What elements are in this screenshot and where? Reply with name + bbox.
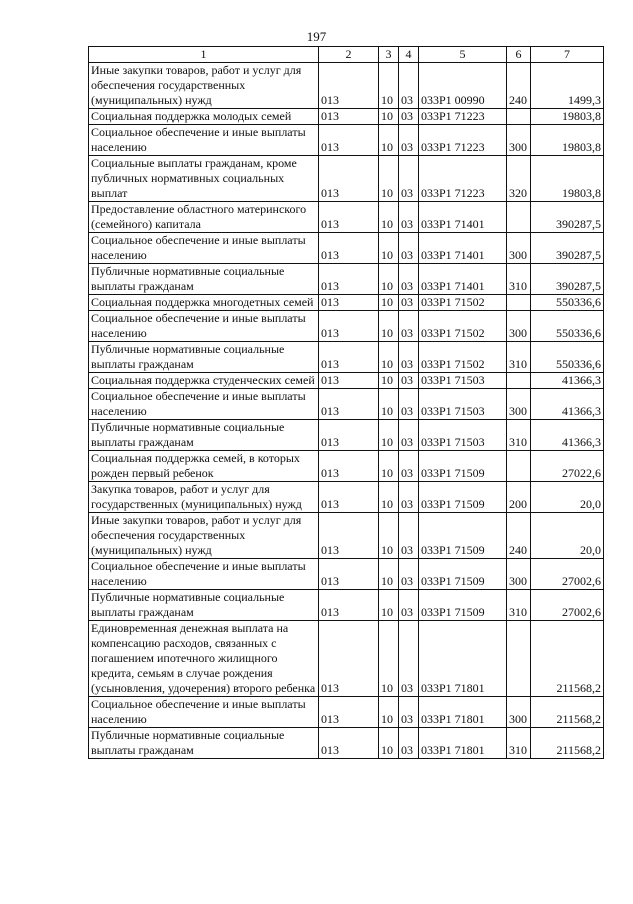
- section-code-cell: 10: [379, 590, 399, 621]
- row-name-cell: Иные закупки товаров, работ и услуг для обеспечения государственных (муниципальных) нужд: [89, 63, 319, 109]
- table-row: [89, 109, 604, 125]
- table-row: [89, 728, 604, 759]
- target-article-cell: 033P1 71502: [419, 295, 507, 311]
- amount-cell: 19803,8: [531, 125, 604, 156]
- target-article-cell: 033P1 71401: [419, 233, 507, 264]
- section-code-cell: 10: [379, 311, 399, 342]
- table-row: [89, 621, 604, 697]
- row-name-cell: Социальное обеспечение и иные выплаты населению: [89, 233, 319, 264]
- subsection-code-cell: 03: [399, 342, 419, 373]
- amount-cell: 27002,6: [531, 590, 604, 621]
- amount-cell: 27022,6: [531, 451, 604, 482]
- expense-type-cell: 300: [507, 233, 531, 264]
- column-header: 1: [89, 47, 319, 63]
- section-code-cell: 10: [379, 513, 399, 559]
- department-code-cell: 013: [319, 559, 379, 590]
- table-header-row: [89, 47, 604, 63]
- subsection-code-cell: 03: [399, 451, 419, 482]
- row-name-cell: Публичные нормативные социальные выплаты гражданам: [89, 342, 319, 373]
- table-row: [89, 482, 604, 513]
- column-header: 7: [531, 47, 604, 63]
- table-row: [89, 389, 604, 420]
- row-name-cell: Социальное обеспечение и иные выплаты населению: [89, 559, 319, 590]
- expense-type-cell: 240: [507, 513, 531, 559]
- table-row: [89, 342, 604, 373]
- section-code-cell: 10: [379, 389, 399, 420]
- row-name-cell: Социальная поддержка молодых семей: [89, 109, 319, 125]
- expense-type-cell: 200: [507, 482, 531, 513]
- subsection-code-cell: 03: [399, 590, 419, 621]
- subsection-code-cell: 03: [399, 728, 419, 759]
- expense-type-cell: 310: [507, 264, 531, 295]
- target-article-cell: 033P1 71502: [419, 342, 507, 373]
- subsection-code-cell: 03: [399, 373, 419, 389]
- amount-cell: 550336,6: [531, 295, 604, 311]
- department-code-cell: 013: [319, 728, 379, 759]
- expense-type-cell: 300: [507, 311, 531, 342]
- department-code-cell: 013: [319, 373, 379, 389]
- expense-type-cell: 300: [507, 697, 531, 728]
- table-row: [89, 559, 604, 590]
- subsection-code-cell: 03: [399, 697, 419, 728]
- section-code-cell: 10: [379, 697, 399, 728]
- expense-type-cell: 300: [507, 559, 531, 590]
- target-article-cell: 033P1 71223: [419, 109, 507, 125]
- page-number: 197: [306, 29, 327, 44]
- table-row: [89, 451, 604, 482]
- subsection-code-cell: 03: [399, 109, 419, 125]
- amount-cell: 41366,3: [531, 389, 604, 420]
- row-name-cell: Иные закупки товаров, работ и услуг для обеспечения государственных (муниципальных) нужд: [89, 513, 319, 559]
- expense-type-cell: 300: [507, 389, 531, 420]
- target-article-cell: 033P1 71509: [419, 482, 507, 513]
- section-code-cell: 10: [379, 295, 399, 311]
- section-code-cell: 10: [379, 373, 399, 389]
- subsection-code-cell: 03: [399, 156, 419, 202]
- expense-type-cell: [507, 295, 531, 311]
- amount-cell: 41366,3: [531, 373, 604, 389]
- target-article-cell: 033P1 71401: [419, 202, 507, 233]
- expense-type-cell: [507, 451, 531, 482]
- target-article-cell: 033P1 71503: [419, 389, 507, 420]
- table-row: [89, 420, 604, 451]
- subsection-code-cell: 03: [399, 202, 419, 233]
- row-name-cell: Социальное обеспечение и иные выплаты населению: [89, 311, 319, 342]
- amount-cell: 27002,6: [531, 559, 604, 590]
- department-code-cell: 013: [319, 63, 379, 109]
- section-code-cell: 10: [379, 109, 399, 125]
- department-code-cell: 013: [319, 264, 379, 295]
- row-name-cell: Закупка товаров, работ и услуг для государственных (муниципальных) нужд: [89, 482, 319, 513]
- amount-cell: 390287,5: [531, 233, 604, 264]
- amount-cell: 550336,6: [531, 311, 604, 342]
- target-article-cell: 033P1 71509: [419, 513, 507, 559]
- row-name-cell: Публичные нормативные социальные выплаты гражданам: [89, 728, 319, 759]
- subsection-code-cell: 03: [399, 513, 419, 559]
- subsection-code-cell: 03: [399, 389, 419, 420]
- table-row: [89, 264, 604, 295]
- row-name-cell: Социальное обеспечение и иные выплаты населению: [89, 697, 319, 728]
- table-row: [89, 295, 604, 311]
- department-code-cell: 013: [319, 420, 379, 451]
- target-article-cell: 033P1 00990: [419, 63, 507, 109]
- department-code-cell: 013: [319, 590, 379, 621]
- column-header: 5: [419, 47, 507, 63]
- amount-cell: 211568,2: [531, 728, 604, 759]
- department-code-cell: 013: [319, 451, 379, 482]
- amount-cell: 20,0: [531, 513, 604, 559]
- subsection-code-cell: 03: [399, 233, 419, 264]
- section-code-cell: 10: [379, 264, 399, 295]
- subsection-code-cell: 03: [399, 559, 419, 590]
- department-code-cell: 013: [319, 311, 379, 342]
- amount-cell: 211568,2: [531, 621, 604, 697]
- section-code-cell: 10: [379, 233, 399, 264]
- table-row: [89, 233, 604, 264]
- target-article-cell: 033P1 71503: [419, 373, 507, 389]
- subsection-code-cell: 03: [399, 420, 419, 451]
- amount-cell: 1499,3: [531, 63, 604, 109]
- section-code-cell: 10: [379, 728, 399, 759]
- section-code-cell: 10: [379, 156, 399, 202]
- department-code-cell: 013: [319, 109, 379, 125]
- table-row: [89, 513, 604, 559]
- department-code-cell: 013: [319, 513, 379, 559]
- table-row: [89, 63, 604, 109]
- expense-type-cell: 310: [507, 728, 531, 759]
- expense-type-cell: 300: [507, 125, 531, 156]
- target-article-cell: 033P1 71502: [419, 311, 507, 342]
- department-code-cell: 013: [319, 621, 379, 697]
- expense-type-cell: 320: [507, 156, 531, 202]
- expense-type-cell: 310: [507, 590, 531, 621]
- department-code-cell: 013: [319, 202, 379, 233]
- target-article-cell: 033P1 71223: [419, 156, 507, 202]
- row-name-cell: Предоставление областного материнского (семейного) капитала: [89, 202, 319, 233]
- target-article-cell: 033P1 71503: [419, 420, 507, 451]
- amount-cell: 41366,3: [531, 420, 604, 451]
- table-row: [89, 202, 604, 233]
- table-row: [89, 697, 604, 728]
- table-row: [89, 156, 604, 202]
- row-name-cell: Публичные нормативные социальные выплаты гражданам: [89, 264, 319, 295]
- department-code-cell: 013: [319, 697, 379, 728]
- subsection-code-cell: 03: [399, 295, 419, 311]
- subsection-code-cell: 03: [399, 264, 419, 295]
- column-header: 6: [507, 47, 531, 63]
- target-article-cell: 033P1 71509: [419, 559, 507, 590]
- table-row: [89, 311, 604, 342]
- column-header: 2: [319, 47, 379, 63]
- table-body: [89, 63, 604, 759]
- expense-type-cell: 310: [507, 342, 531, 373]
- target-article-cell: 033P1 71509: [419, 451, 507, 482]
- target-article-cell: 033P1 71509: [419, 590, 507, 621]
- table-row: [89, 125, 604, 156]
- amount-cell: 390287,5: [531, 264, 604, 295]
- row-name-cell: Социальное обеспечение и иные выплаты населению: [89, 125, 319, 156]
- subsection-code-cell: 03: [399, 482, 419, 513]
- amount-cell: 20,0: [531, 482, 604, 513]
- target-article-cell: 033P1 71801: [419, 728, 507, 759]
- department-code-cell: 013: [319, 156, 379, 202]
- row-name-cell: Публичные нормативные социальные выплаты гражданам: [89, 420, 319, 451]
- target-article-cell: 033P1 71223: [419, 125, 507, 156]
- section-code-cell: 10: [379, 63, 399, 109]
- amount-cell: 211568,2: [531, 697, 604, 728]
- expense-type-cell: [507, 202, 531, 233]
- row-name-cell: Социальное обеспечение и иные выплаты населению: [89, 389, 319, 420]
- table-row: [89, 373, 604, 389]
- department-code-cell: 013: [319, 233, 379, 264]
- department-code-cell: 013: [319, 295, 379, 311]
- target-article-cell: 033P1 71801: [419, 697, 507, 728]
- target-article-cell: 033P1 71801: [419, 621, 507, 697]
- amount-cell: 550336,6: [531, 342, 604, 373]
- subsection-code-cell: 03: [399, 63, 419, 109]
- row-name-cell: Единовременная денежная выплата на компенсацию расходов, связанных с погашением ипотечного жилищного кредита, семьям в случае рождения (усыновления, удочерения) второго ребенка: [89, 621, 319, 697]
- section-code-cell: 10: [379, 621, 399, 697]
- section-code-cell: 10: [379, 559, 399, 590]
- expense-type-cell: [507, 373, 531, 389]
- column-header: 3: [379, 47, 399, 63]
- amount-cell: 19803,8: [531, 156, 604, 202]
- subsection-code-cell: 03: [399, 311, 419, 342]
- target-article-cell: 033P1 71401: [419, 264, 507, 295]
- section-code-cell: 10: [379, 420, 399, 451]
- expense-type-cell: [507, 621, 531, 697]
- expense-type-cell: 240: [507, 63, 531, 109]
- section-code-cell: 10: [379, 451, 399, 482]
- row-name-cell: Социальная поддержка студенческих семей: [89, 373, 319, 389]
- row-name-cell: Социальная поддержка семей, в которых рожден первый ребенок: [89, 451, 319, 482]
- budget-table: [88, 46, 604, 759]
- department-code-cell: 013: [319, 389, 379, 420]
- department-code-cell: 013: [319, 482, 379, 513]
- department-code-cell: 013: [319, 125, 379, 156]
- expense-type-cell: [507, 109, 531, 125]
- amount-cell: 390287,5: [531, 202, 604, 233]
- column-header: 4: [399, 47, 419, 63]
- row-name-cell: Публичные нормативные социальные выплаты гражданам: [89, 590, 319, 621]
- section-code-cell: 10: [379, 342, 399, 373]
- row-name-cell: Социальные выплаты гражданам, кроме публичных нормативных социальных выплат: [89, 156, 319, 202]
- section-code-cell: 10: [379, 482, 399, 513]
- department-code-cell: 013: [319, 342, 379, 373]
- table-row: [89, 590, 604, 621]
- row-name-cell: Социальная поддержка многодетных семей: [89, 295, 319, 311]
- subsection-code-cell: 03: [399, 125, 419, 156]
- section-code-cell: 10: [379, 202, 399, 233]
- amount-cell: 19803,8: [531, 109, 604, 125]
- section-code-cell: 10: [379, 125, 399, 156]
- expense-type-cell: 310: [507, 420, 531, 451]
- subsection-code-cell: 03: [399, 621, 419, 697]
